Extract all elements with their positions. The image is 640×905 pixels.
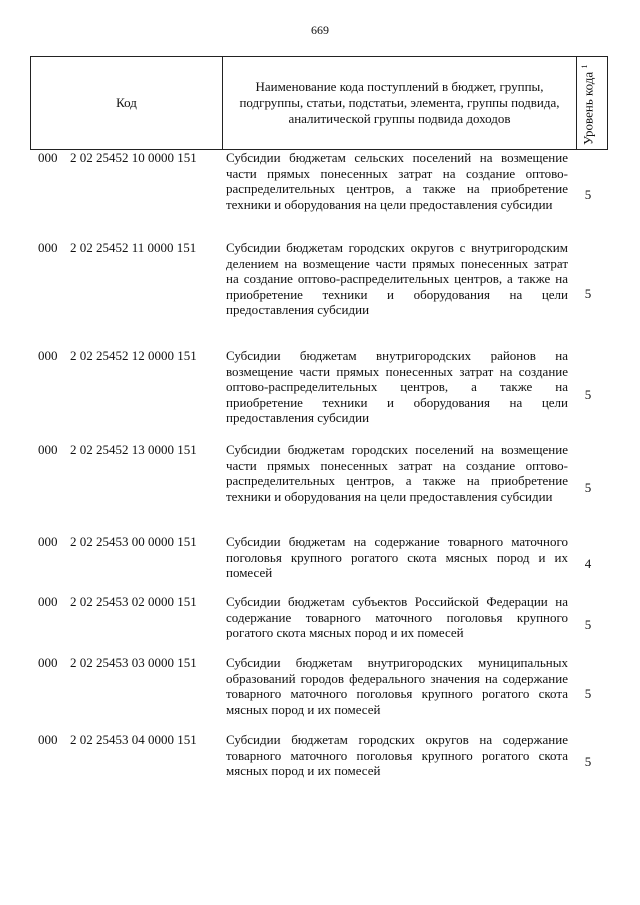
admin-code: 000 <box>38 150 58 165</box>
table-row <box>30 442 608 534</box>
code-name: Субсидии бюджетам сельских поселений на возмещение части прямых понесенных затрат на создание оптово-распределительных центров, а также на приобретение техники и оборудования на цели предоставления субсидии <box>226 150 568 212</box>
header-name: Наименование кода поступлений в бюджет, группы, подгруппы, статьи, подстатьи, элемента, группы подвида, аналитической группы подвида доходов <box>223 57 577 149</box>
header-code: Код <box>31 57 223 149</box>
budget-code: 2 02 25452 11 0000 151 <box>70 240 197 255</box>
table-row <box>30 150 608 240</box>
code-name: Субсидии бюджетам городских округов на содержание товарного маточного поголовья крупного рогатого скота мясных пород и их помесей <box>226 732 568 778</box>
table-row <box>30 240 608 348</box>
budget-code: 2 02 25452 13 0000 151 <box>70 442 197 457</box>
budget-code: 2 02 25453 04 0000 151 <box>70 732 197 747</box>
code-name: Субсидии бюджетам городских поселений на возмещение части прямых понесенных затрат на создание оптово-распределительных центров, а также на приобретение техники и оборудования на цели предоставления субсидии <box>226 442 568 504</box>
code-name: Субсидии бюджетам на содержание товарного маточного поголовья крупного рогатого скота мясных пород и их помесей <box>226 534 568 580</box>
budget-code: 2 02 25452 12 0000 151 <box>70 348 197 363</box>
admin-code: 000 <box>38 348 58 363</box>
header-level-label <box>580 55 596 145</box>
code-name: Субсидии бюджетам внутригородских муниципальных образований городов федерального значения на содержание товарного маточного поголовья крупного рогатого скота мясных пород и их помесей <box>226 655 568 717</box>
header-level-footnote: 1 <box>580 64 589 69</box>
code-level: 5 <box>584 754 592 770</box>
code-name: Субсидии бюджетам субъектов Российской Федерации на содержание товарного маточного поголовья крупного рогатого скота мясных пород и их помесей <box>226 594 568 640</box>
table-body <box>30 150 608 792</box>
header-level-text: Уровень кода <box>580 71 596 145</box>
budget-code: 2 02 25453 02 0000 151 <box>70 594 197 609</box>
code-level: 5 <box>584 685 592 701</box>
page-number: 669 <box>311 23 329 37</box>
admin-code: 000 <box>38 240 58 255</box>
code-name: Субсидии бюджетам городских округов с внутригородским делением на возмещение части прямых понесенных затрат на создание оптово-распределительных центров, а также на приобретение техники и оборудования на цели предоставления субсидии <box>226 240 568 317</box>
admin-code: 000 <box>38 655 58 670</box>
code-level: 5 <box>584 187 592 203</box>
table-row <box>30 655 608 732</box>
admin-code: 000 <box>38 534 58 549</box>
admin-code: 000 <box>38 442 58 457</box>
admin-code: 000 <box>38 732 58 747</box>
code-level: 5 <box>584 387 592 403</box>
code-level: 5 <box>584 480 592 496</box>
table-row <box>30 348 608 442</box>
code-name: Субсидии бюджетам внутригородских районов на возмещение части прямых понесенных затрат на создание оптово-распределительных центров, а также на приобретение техники и оборудования на цели предоставления субсидии <box>226 348 568 425</box>
code-level: 5 <box>584 616 592 632</box>
budget-code: 2 02 25453 03 0000 151 <box>70 655 197 670</box>
budget-code: 2 02 25453 00 0000 151 <box>70 534 197 549</box>
table-row <box>30 594 608 655</box>
table-row <box>30 732 608 792</box>
table-header <box>30 56 608 150</box>
budget-code: 2 02 25452 10 0000 151 <box>70 150 197 165</box>
admin-code: 000 <box>38 594 58 609</box>
table-row <box>30 534 608 594</box>
code-level: 4 <box>584 556 592 572</box>
code-level: 5 <box>584 286 592 302</box>
header-level <box>577 57 607 149</box>
